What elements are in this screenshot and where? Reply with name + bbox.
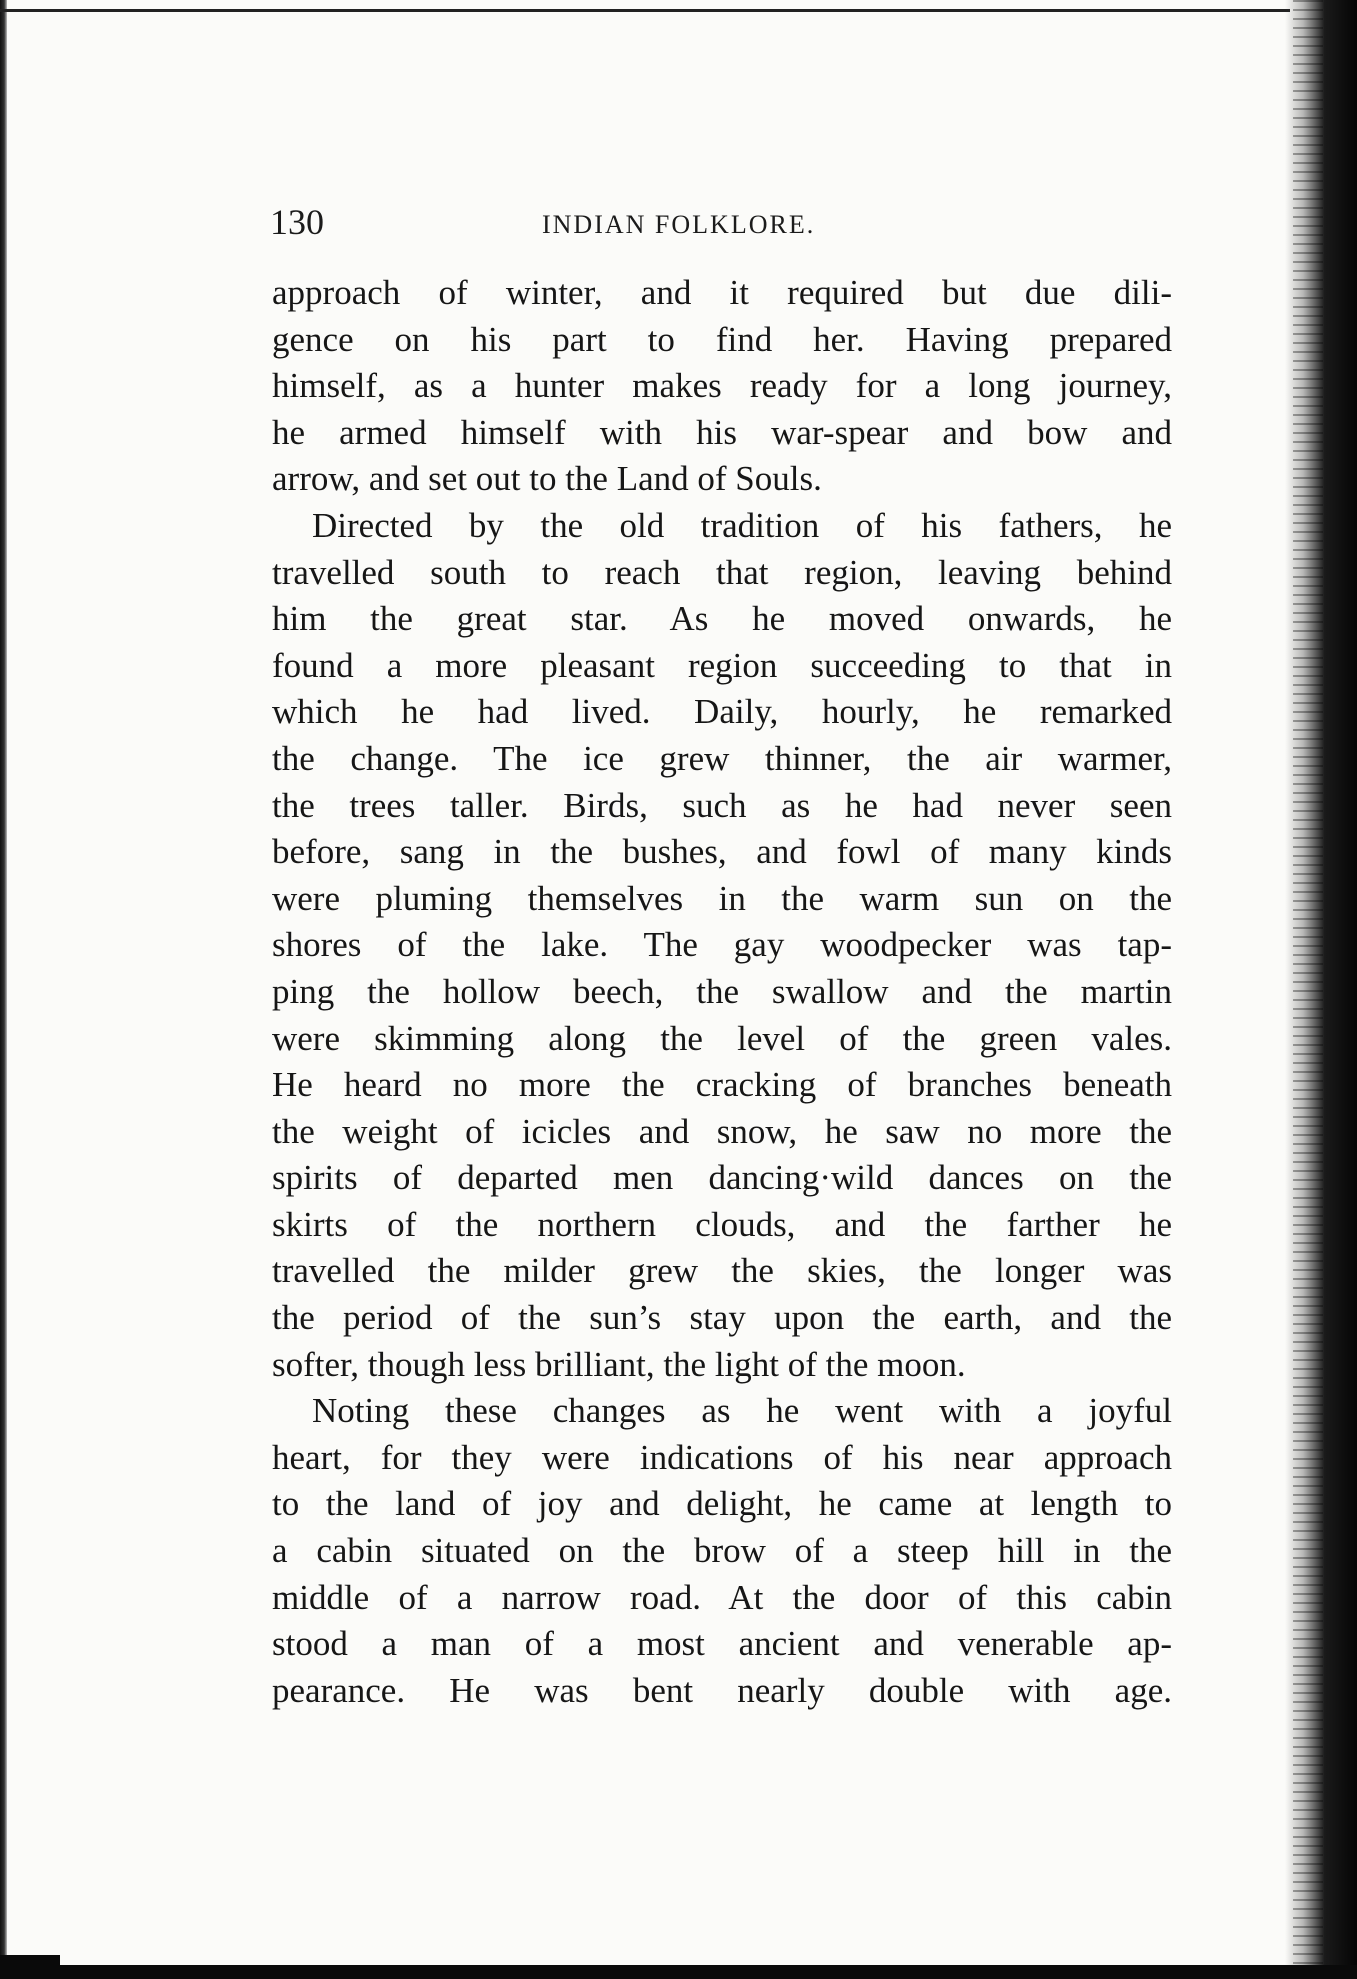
text-line: Noting these changes as he went with a joyful [312,1391,1172,1431]
text-line: shores of the lake. The gay woodpecker was tap- [272,925,1172,965]
text-line: to the land of joy and delight, he came at length to [272,1484,1172,1524]
text-line: travelled south to reach that region, leaving behind [272,552,1172,592]
text-line: He heard no more the cracking of branches beneath [272,1065,1172,1105]
text-line: which he had lived. Daily, hourly, he remarked [272,692,1172,732]
text-line: himself, as a hunter makes ready for a long journey, [272,366,1172,406]
text-line: a cabin situated on the brow of a steep hill in the [272,1531,1172,1571]
text-line: middle of a narrow road. At the door of this cabin [272,1577,1172,1617]
text-line: the change. The ice grew thinner, the air warmer, [272,738,1172,778]
text-line: Directed by the old tradition of his fathers, he [312,505,1172,545]
text-line: heart, for they were indications of his near approach [272,1437,1172,1477]
scan-edge-top [0,9,1290,12]
paragraph-1 [272,270,1172,503]
text-line: ping the hollow beech, the swallow and the martin [272,971,1172,1011]
text-line: the trees taller. Birds, such as he had never seen [272,785,1172,825]
running-head [270,200,1270,250]
text-line: softer, though less brilliant, the light of the moon. [272,1344,966,1384]
page-number: 130 [270,202,324,242]
text-line: were skimming along the level of the green vales. [272,1018,1172,1058]
running-title: INDIAN FOLKLORE. [542,210,816,239]
text-line: found a more pleasant region succeeding to that in [272,645,1172,685]
text-line: gence on his part to find her. Having prepared [272,319,1172,359]
body-text [272,270,1172,1714]
text-line: skirts of the northern clouds, and the farther he [272,1204,1172,1244]
scan-edge-right-texture [1293,0,1323,1979]
text-line: travelled the milder grew the skies, the longer was [272,1251,1172,1291]
text-line: arrow, and set out to the Land of Souls. [272,459,822,499]
scan-edge-bottom-corner [0,1955,60,1965]
text-line: before, sang in the bushes, and fowl of many kinds [272,832,1172,872]
text-line: pearance. He was bent nearly double with age. [272,1670,1172,1710]
scan-edge-bottom [0,1965,1357,1979]
text-line: approach of winter, and it required but due dili- [272,273,1172,312]
text-line: the weight of icicles and snow, he saw no more the [272,1111,1172,1151]
text-line: spirits of departed men dancing·wild dances on the [272,1158,1172,1198]
text-line: him the great star. As he moved onwards, he [272,599,1172,639]
scan-edge-left [0,0,7,1979]
text-line: the period of the sun’s stay upon the earth, and the [272,1298,1172,1338]
paragraph-3 [272,1388,1172,1714]
text-line: he armed himself with his war-spear and bow and [272,412,1172,452]
text-line: were pluming themselves in the warm sun on the [272,878,1172,918]
text-line: stood a man of a most ancient and venerable ap- [272,1624,1172,1664]
paragraph-2 [272,503,1172,1388]
